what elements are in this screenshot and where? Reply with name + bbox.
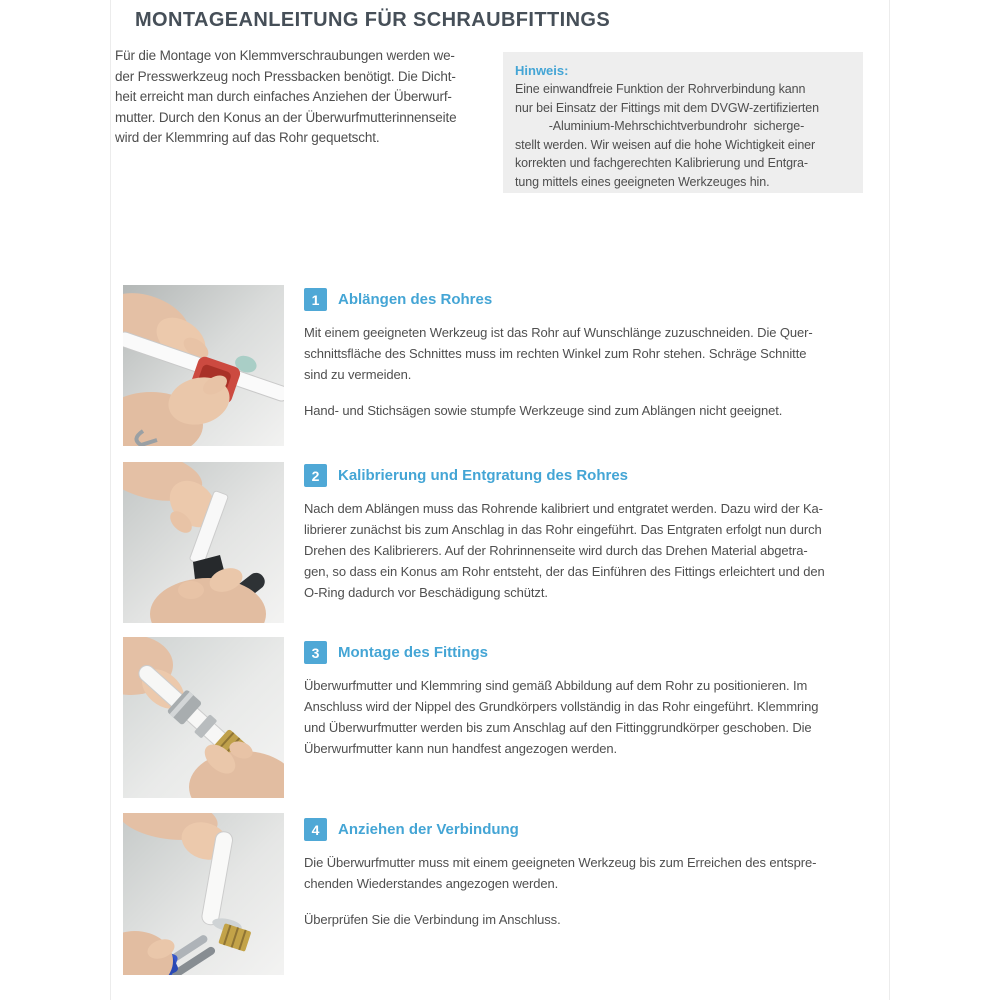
fitting-assembly-illustration [123,637,284,798]
wrench-tightening-illustration [123,813,284,975]
step4-photo-tightening [123,813,284,975]
page-title: MONTAGEANLEITUNG FÜR SCHRAUBFITTINGS [135,9,611,31]
step1-header [304,288,890,311]
note-heading: Hinweis: [515,63,569,78]
instruction-sheet [110,0,890,1000]
step2-number-badge: 2 [304,464,327,487]
step2-header [304,464,890,487]
step1-section [304,288,890,421]
step4-section [304,818,890,930]
step3-photo-fitting-assembly [123,637,284,798]
step2-paragraph-1: Nach dem Ablängen muss das Rohrende kalibriert und entgratet werden. Dazu wird der Ka- librierer zunächst bis zum Anschlag in das Rohr eingeführt. Das Entgraten erfolgt nun durch Drehen des Kalibrierers. Auf der Rohrinnenseite wird durch das Drehen Material abgetra- gen, so dass ein Konus am Rohr entsteht, der das Einführen des Fittings erleichtert und den O-Ring dadurch vor Beschädigung schützt. [304,501,825,600]
step1-paragraph-2: Hand- und Stichsägen sowie stumpfe Werkzeuge sind zum Ablängen nicht geeignet. [304,403,783,418]
step1-paragraph-1: Mit einem geeigneten Werkzeug ist das Rohr auf Wunschlänge zuzuschneiden. Die Quer- schnittsfläche des Schnittes muss im rechten Winkel zum Rohr stehen. Schräge Schnitte sind zu vermeiden. [304,325,813,382]
intro-paragraph: Für die Montage von Klemmverschraubungen werden we- der Presswerkzeug noch Pressbacken benötigt. Die Dicht- heit erreicht man durch einfaches Anziehen der Überwurf- mutter. Durch den Konus an der Überwurfmutterinnenseite wird der Klemmring auf das Rohr gequetscht. [115,48,457,145]
calibration-tool-illustration [123,462,284,623]
step2-photo-calibration [123,462,284,623]
pipe-cutter-illustration [123,285,284,446]
step4-paragraph-2: Überprüfen Sie die Verbindung im Anschluss. [304,912,561,927]
step3-title: Montage des Fittings [338,644,488,661]
step1-photo-pipe-cutting [123,285,284,446]
step1-number-badge: 1 [304,288,327,311]
step3-paragraph-1: Überwurfmutter und Klemmring sind gemäß Abbildung auf dem Rohr zu positionieren. Im Anschluss wird der Nippel des Grundkörpers vollständig in das Rohr eingeführt. Klemmring und Überwurfmutter werden bis zum Anschlag auf den Fittinggrundkörper geschoben. Die Überwurfmutter kann nun handfest angezogen werden. [304,678,819,756]
step4-header [304,818,890,841]
step3-number-badge: 3 [304,641,327,664]
step3-header [304,641,890,664]
step2-title: Kalibrierung und Entgratung des Rohres [338,467,629,484]
step2-section [304,464,890,603]
note-body: Eine einwandfreie Funktion der Rohrverbindung kann nur bei Einsatz der Fittings mit dem DVGW-zertifizierten -Aluminium-Mehrschichtverbundrohr sicherge- stellt werden. Wir weisen auf die hohe Wichtigkeit einer korrekten und fachgerechten Kalibrierung und Entgra- tung mittels eines geeigneten Werkzeuges hin. [515,82,819,189]
step4-paragraph-1: Die Überwurfmutter muss mit einem geeigneten Werkzeug bis zum Erreichen des entspre- chenden Wiederstandes angezogen werden. [304,855,817,891]
step3-section [304,641,890,759]
step4-title: Anziehen der Verbindung [338,821,519,838]
step4-number-badge: 4 [304,818,327,841]
note-box [503,52,863,193]
step1-title: Ablängen des Rohres [338,291,493,308]
